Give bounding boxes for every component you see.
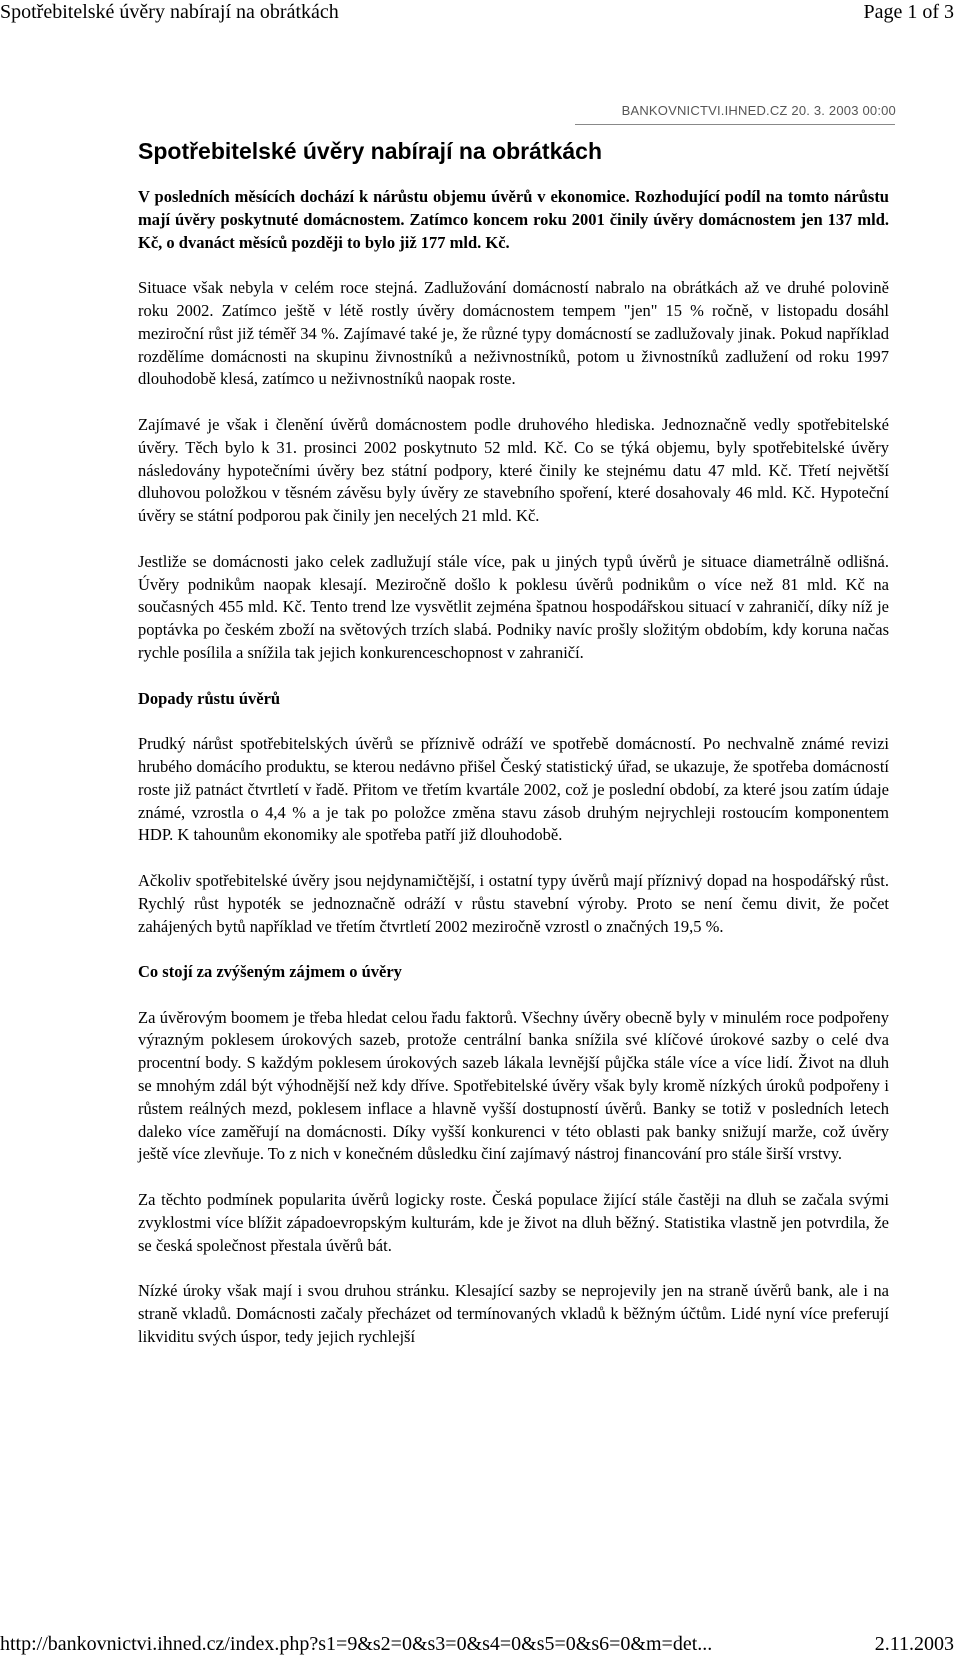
article-paragraph: Nízké úroky však mají i svou druhou stránku. Klesající sazby se neprojevily jen na straně úvěrů bank, ale i na straně vkladů. Domácnosti začaly přecházet od termínovaných vkladů k běžným účtům. Lidé nyní více preferují likviditu svých úspor, tedy jejich rychlejší <box>138 1281 889 1346</box>
article-paragraph: Zajímavé je však i členění úvěrů domácnostem podle druhového hlediska. Jednoznačně vedly spotřebitelské úvěry. Těch bylo k 31. prosinci 2002 poskytnuto 52 mld. Kč. Co se týká objemu, byly spotřebitelské úvěry následovány hypotečními úvěry bez státní podpory, které činily ke stejnému datu 47 mld. Kč. Třetí největší dluhovou položkou v těsném závěsu byly úvěry ze stavebního spoření, které dosahovaly 46 mld. Kč. Hypoteční úvěry se státní podporou pak činily jen necelých 21 mld. Kč. <box>138 414 889 526</box>
dateline-divider <box>575 124 895 125</box>
article-lead: V posledních měsících dochází k nárůstu objemu úvěrů v ekonomice. Rozhodující podíl na tomto nárůstu mají úvěry poskytnuté domácnostem. Zatímco koncem roku 2001 činily úvěry domácnostem jen 137 mld. Kč, o dvanáct měsíců později to bylo již 177 mld. Kč. <box>138 187 889 252</box>
article-paragraph: Prudký nárůst spotřebitelských úvěrů se příznivě odráží ve spotřebě domácností. Po nechvalně známé revizi hrubého domácího produktu, se kterou nedávno přišel Český statistický úřad, se ukazuje, že spotřeba domácností roste již patnáct čtvrtletí v řadě. Přitom ve třetím kvartále 2002, což je poslední období, za které jsou zatím údaje známé, vzrostla o 4,4 % a je tak po položce změna stavu zásob druhým nejrychleji rostoucím komponentem HDP. K tahounům ekonomiky ale spotřeba patří již dlouhodobě. <box>138 734 889 845</box>
article-paragraph: Ačkoliv spotřebitelské úvěry jsou nejdynamičtější, i ostatní typy úvěrů mají příznivý dopad na hospodářský růst. Rychlý růst hypoték se jednoznačně odráží v růstu stavební výroby. Proto se není čemu divit, že počet zahájených bytů například ve třetím čtvrtletí 2002 meziročně vzrostl o značných 19,5 %. <box>138 870 889 936</box>
footer-date: 2.11.2003 <box>874 1633 954 1655</box>
page-indicator: Page 1 of 3 <box>863 1 954 23</box>
section-heading: Dopady růstu úvěrů <box>138 688 281 708</box>
running-title: Spotřebitelské úvěry nabírají na obrátkách <box>0 1 339 23</box>
article-paragraph: Za úvěrovým boomem je třeba hledat celou řadu faktorů. Všechny úvěry obecně byly v minulém roce podpořeny výrazným poklesem úrokových sazeb, protože centrální banka snížila své klíčové úrokové sazby o celé dva procentní body. S každým poklesem úrokových sazeb lákala levnější půjčka stále více a více lidí. Život na dluh se mnohým zdál být výhodnější než kdy dříve. Spotřebitelské úvěry však byly kromě nízkých úroků podpořeny i růstem reálných mezd, poklesem inflace a hlavně vyšší dostupností úvěrů. Banky se totiž v posledních letech daleko více zaměřují na domácnosti. Díky vyšší konkurenci v této oblasti pak banky snižují marže, což úvěry ještě více zlevňuje. To z nich v konečném důsledku činí zajímavý nástroj financování pro stále širší vrstvy. <box>138 1007 889 1164</box>
section-heading: Co stojí za zvýšeným zájmem o úvěry <box>138 962 402 982</box>
article-dateline: BANKOVNICTVI.IHNED.CZ 20. 3. 2003 00:00 <box>621 103 896 118</box>
article-paragraph: Jestliže se domácnosti jako celek zadlužují stále více, pak u jiných typů úvěrů je situace diametrálně odlišná. Úvěry podnikům naopak klesají. Meziročně došlo k poklesu úvěrů podnikům o více než 81 mld. Kč na současných 455 mld. Kč. Tento trend lze vysvětlit zejména špatnou hospodářskou situací v zahraničí, díky níž je poptávka po českém zboží na světových trzích slabá. Podniky navíc prošly složitým obdobím, kdy koruna načas rychle posílila a snížila tak jejich konkurenceschopnost v zahraničí. <box>138 551 889 662</box>
article-body <box>138 186 889 1371</box>
footer-url: http://bankovnictvi.ihned.cz/index.php?s1=9&s2=0&s3=0&s4=0&s5=0&s6=0&m=det... <box>0 1633 713 1655</box>
article-paragraph: Situace však nebyla v celém roce stejná. Zadlužování domácností nabralo na obrátkách až ve druhé polovině roku 2002. Zatímco ještě v létě rostly úvěry domácnostem tempem "jen" 15 % ročně, v listopadu dosáhl meziroční růst již téměř 34 %. Zajímavé také je, že různé typy domácností se zadlužovaly jinak. Pokud například rozdělíme domácnosti na skupinu živnostníků a neživnostníků, potom u živnostníků zadlužení od roku 1997 dlouhodobě klesá, zatímco u neživnostníků naopak roste. <box>138 278 889 389</box>
article-paragraph: Za těchto podmínek popularita úvěrů logicky roste. Česká populace žijící stále častěji na dluh se začala svými zvyklostmi více blížit západoevropským kulturám, kde je život na dluh běžný. Statistika vlastně jen potvrdila, že se česká společnost přestala úvěrů bát. <box>138 1190 889 1255</box>
article-title: Spotřebitelské úvěry nabírají na obrátkách <box>138 138 602 164</box>
